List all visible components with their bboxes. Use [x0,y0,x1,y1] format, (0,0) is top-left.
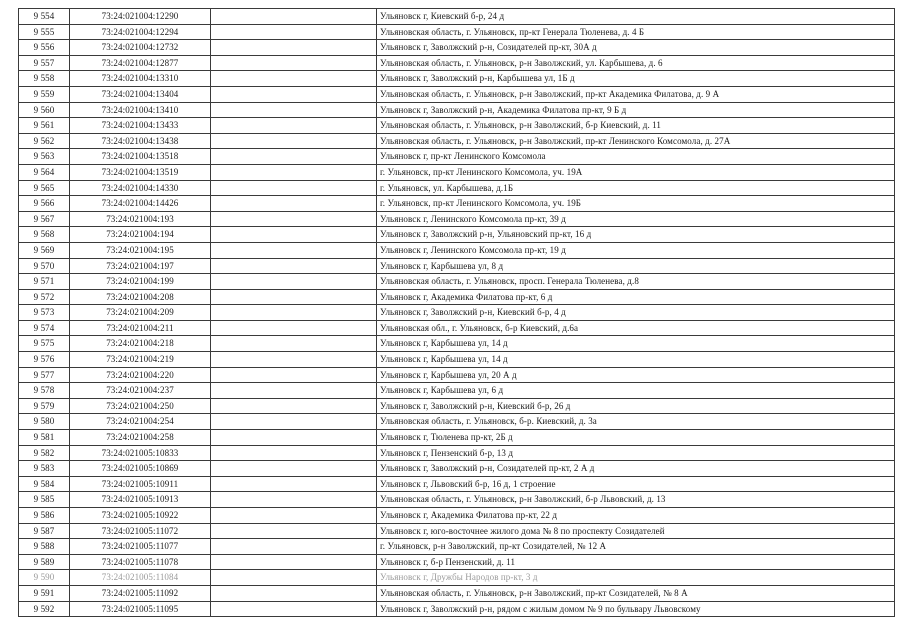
cadastral-number-cell: 73:24:021005:11078 [70,554,211,570]
address-cell: Ульяновская область, г. Ульяновск, р-н Заволжский, пр-кт Ленинского Комсомола, д. 27А [377,133,895,149]
cadastral-number-cell: 73:24:021004:218 [70,336,211,352]
row-number-cell: 9 555 [19,24,70,40]
empty-cell [211,414,377,430]
row-number-cell: 9 586 [19,508,70,524]
row-number-cell: 9 589 [19,554,70,570]
cadastral-number-cell: 73:24:021004:14426 [70,196,211,212]
address-cell: Ульяновск г, Дружбы Народов пр-кт, 3 д [377,570,895,586]
row-number-cell: 9 556 [19,40,70,56]
empty-cell [211,9,377,25]
cadastral-number-cell: 73:24:021004:219 [70,352,211,368]
table-row [19,585,895,601]
address-cell: Ульяновск г, юго-восточнее жилого дома № 8 по проспекту Созидателей [377,523,895,539]
address-cell: Ульяновская область, г. Ульяновск, р-н Заволжский, б-р Львовский, д. 13 [377,492,895,508]
table-row [19,227,895,243]
cadastral-number-cell: 73:24:021004:194 [70,227,211,243]
cadastral-number-cell: 73:24:021005:10922 [70,508,211,524]
address-cell: Ульяновск г, Карбышева ул, 14 д [377,352,895,368]
address-cell: Ульяновск г, Заволжский р-н, Ульяновский пр-кт, 16 д [377,227,895,243]
row-number-cell: 9 562 [19,133,70,149]
table-row [19,258,895,274]
empty-cell [211,508,377,524]
table-row [19,367,895,383]
empty-cell [211,476,377,492]
address-cell: Ульяновск г, Заволжский р-н, Созидателей пр-кт, 30А д [377,40,895,56]
empty-cell [211,118,377,134]
address-cell: Ульяновск г, Карбышева ул, 14 д [377,336,895,352]
address-cell: Ульяновск г, Карбышева ул, 20 А д [377,367,895,383]
empty-cell [211,180,377,196]
address-cell: Ульяновск г, Карбышева ул, 8 д [377,258,895,274]
table-row [19,523,895,539]
address-cell: Ульяновск г, Тюленева пр-кт, 2Б д [377,430,895,446]
empty-cell [211,430,377,446]
row-number-cell: 9 567 [19,211,70,227]
row-number-cell: 9 560 [19,102,70,118]
cadastral-number-cell: 73:24:021004:12290 [70,9,211,25]
table-row [19,430,895,446]
register-table [18,8,895,617]
cadastral-number-cell: 73:24:021005:11084 [70,570,211,586]
address-cell: Ульяновская область, г. Ульяновск, р-н Заволжский, ул. Карбышева, д. 6 [377,55,895,71]
address-cell: Ульяновск г, Заволжский р-н, Киевский б-р, 4 д [377,305,895,321]
empty-cell [211,71,377,87]
row-number-cell: 9 554 [19,9,70,25]
empty-cell [211,367,377,383]
empty-cell [211,585,377,601]
cadastral-number-cell: 73:24:021004:13404 [70,86,211,102]
empty-cell [211,383,377,399]
row-number-cell: 9 590 [19,570,70,586]
row-number-cell: 9 571 [19,274,70,290]
table-row [19,601,895,617]
table-row [19,196,895,212]
table-row [19,289,895,305]
cadastral-number-cell: 73:24:021004:211 [70,320,211,336]
address-cell: г. Ульяновск, р-н Заволжский, пр-кт Созидателей, № 12 А [377,539,895,555]
cadastral-number-cell: 73:24:021004:250 [70,398,211,414]
table-row [19,414,895,430]
row-number-cell: 9 565 [19,180,70,196]
address-cell: Ульяновск г, Заволжский р-н, Академика Филатова пр-кт, 9 Б д [377,102,895,118]
empty-cell [211,398,377,414]
address-cell: Ульяновск г, Ленинского Комсомола пр-кт, 39 д [377,211,895,227]
table-row [19,554,895,570]
address-cell: г. Ульяновск, ул. Карбышева, д.1Б [377,180,895,196]
cadastral-number-cell: 73:24:021004:197 [70,258,211,274]
address-cell: Ульяновск г, Заволжский р-н, Карбышева ул, 1Б д [377,71,895,87]
table-row [19,508,895,524]
table-row [19,461,895,477]
empty-cell [211,227,377,243]
table-row [19,274,895,290]
address-cell: Ульяновск г, Киевский б-р, 24 д [377,9,895,25]
row-number-cell: 9 591 [19,585,70,601]
address-cell: Ульяновск г, Карбышева ул, 6 д [377,383,895,399]
cadastral-number-cell: 73:24:021004:13310 [70,71,211,87]
row-number-cell: 9 568 [19,227,70,243]
row-number-cell: 9 572 [19,289,70,305]
empty-cell [211,289,377,305]
table-row [19,118,895,134]
empty-cell [211,320,377,336]
cadastral-number-cell: 73:24:021004:254 [70,414,211,430]
table-row [19,40,895,56]
empty-cell [211,102,377,118]
cadastral-number-cell: 73:24:021004:209 [70,305,211,321]
table-row [19,149,895,165]
cadastral-number-cell: 73:24:021004:208 [70,289,211,305]
cadastral-number-cell: 73:24:021004:12294 [70,24,211,40]
empty-cell [211,461,377,477]
address-cell: Ульяновская область, г. Ульяновск, р-н Заволжский, пр-кт Созидателей, № 8 А [377,585,895,601]
row-number-cell: 9 592 [19,601,70,617]
cadastral-number-cell: 73:24:021005:11092 [70,585,211,601]
table-row [19,476,895,492]
address-cell: Ульяновск г, б-р Пензенский, д. 11 [377,554,895,570]
address-cell: Ульяновская область, г. Ульяновск, пр-кт Генерала Тюленева, д. 4 Б [377,24,895,40]
empty-cell [211,352,377,368]
empty-cell [211,274,377,290]
cadastral-number-cell: 73:24:021005:11077 [70,539,211,555]
cadastral-number-cell: 73:24:021004:199 [70,274,211,290]
row-number-cell: 9 574 [19,320,70,336]
empty-cell [211,445,377,461]
row-number-cell: 9 557 [19,55,70,71]
empty-cell [211,164,377,180]
table-row [19,383,895,399]
table-row [19,164,895,180]
cadastral-number-cell: 73:24:021004:220 [70,367,211,383]
cadastral-number-cell: 73:24:021005:10833 [70,445,211,461]
table-row [19,180,895,196]
table-row [19,133,895,149]
empty-cell [211,196,377,212]
cadastral-number-cell: 73:24:021004:12732 [70,40,211,56]
empty-cell [211,55,377,71]
table-row [19,86,895,102]
empty-cell [211,149,377,165]
table-row [19,352,895,368]
table-row [19,102,895,118]
register-table-body [19,9,895,617]
row-number-cell: 9 588 [19,539,70,555]
cadastral-number-cell: 73:24:021005:10911 [70,476,211,492]
cadastral-number-cell: 73:24:021004:13410 [70,102,211,118]
table-row [19,570,895,586]
cadastral-number-cell: 73:24:021004:14330 [70,180,211,196]
row-number-cell: 9 558 [19,71,70,87]
address-cell: Ульяновская обл., г. Ульяновск, б-р Киевский, д.6а [377,320,895,336]
cadastral-number-cell: 73:24:021004:13438 [70,133,211,149]
empty-cell [211,305,377,321]
row-number-cell: 9 577 [19,367,70,383]
cadastral-number-cell: 73:24:021004:13519 [70,164,211,180]
row-number-cell: 9 578 [19,383,70,399]
address-cell: Ульяновск г, Заволжский р-н, Созидателей пр-кт, 2 А д [377,461,895,477]
table-row [19,398,895,414]
empty-cell [211,86,377,102]
row-number-cell: 9 581 [19,430,70,446]
cadastral-number-cell: 73:24:021004:12877 [70,55,211,71]
row-number-cell: 9 584 [19,476,70,492]
address-cell: Ульяновск г, Заволжский р-н, рядом с жилым домом № 9 по бульвару Львовскому [377,601,895,617]
row-number-cell: 9 570 [19,258,70,274]
address-cell: Ульяновск г, Заволжский р-н, Киевский б-р, 26 д [377,398,895,414]
cadastral-number-cell: 73:24:021005:11072 [70,523,211,539]
empty-cell [211,336,377,352]
cadastral-number-cell: 73:24:021004:258 [70,430,211,446]
empty-cell [211,242,377,258]
row-number-cell: 9 579 [19,398,70,414]
address-cell: Ульяновск г, Академика Филатова пр-кт, 6 д [377,289,895,305]
address-cell: Ульяновск г, Пензенский б-р, 13 д [377,445,895,461]
row-number-cell: 9 566 [19,196,70,212]
table-row [19,71,895,87]
row-number-cell: 9 575 [19,336,70,352]
empty-cell [211,24,377,40]
row-number-cell: 9 564 [19,164,70,180]
table-row [19,242,895,258]
address-cell: Ульяновск г, Академика Филатова пр-кт, 22 д [377,508,895,524]
address-cell: Ульяновск г, пр-кт Ленинского Комсомола [377,149,895,165]
empty-cell [211,601,377,617]
empty-cell [211,539,377,555]
cadastral-number-cell: 73:24:021005:11095 [70,601,211,617]
table-row [19,305,895,321]
cadastral-number-cell: 73:24:021004:13433 [70,118,211,134]
row-number-cell: 9 587 [19,523,70,539]
cadastral-number-cell: 73:24:021004:237 [70,383,211,399]
table-row [19,492,895,508]
cadastral-number-cell: 73:24:021004:13518 [70,149,211,165]
empty-cell [211,40,377,56]
row-number-cell: 9 563 [19,149,70,165]
table-row [19,336,895,352]
empty-cell [211,258,377,274]
row-number-cell: 9 583 [19,461,70,477]
empty-cell [211,211,377,227]
row-number-cell: 9 576 [19,352,70,368]
empty-cell [211,492,377,508]
empty-cell [211,523,377,539]
row-number-cell: 9 585 [19,492,70,508]
address-cell: г. Ульяновск, пр-кт Ленинского Комсомола, уч. 19Б [377,196,895,212]
row-number-cell: 9 582 [19,445,70,461]
table-row [19,9,895,25]
row-number-cell: 9 569 [19,242,70,258]
address-cell: Ульяновская область, г. Ульяновск, р-н Заволжский, б-р Киевский, д. 11 [377,118,895,134]
address-cell: Ульяновская область, г. Ульяновск, р-н Заволжский, пр-кт Академика Филатова, д. 9 А [377,86,895,102]
table-row [19,539,895,555]
empty-cell [211,133,377,149]
table-row [19,24,895,40]
address-cell: Ульяновск г, Львовский б-р, 16 д, 1 строение [377,476,895,492]
table-row [19,320,895,336]
cadastral-number-cell: 73:24:021005:10869 [70,461,211,477]
address-cell: Ульяновская область, г. Ульяновск, б-р. Киевский, д. 3а [377,414,895,430]
row-number-cell: 9 559 [19,86,70,102]
table-row [19,55,895,71]
empty-cell [211,570,377,586]
row-number-cell: 9 573 [19,305,70,321]
table-row [19,445,895,461]
address-cell: г. Ульяновск, пр-кт Ленинского Комсомола, уч. 19А [377,164,895,180]
row-number-cell: 9 561 [19,118,70,134]
empty-cell [211,554,377,570]
address-cell: Ульяновск г, Ленинского Комсомола пр-кт, 19 д [377,242,895,258]
cadastral-number-cell: 73:24:021004:193 [70,211,211,227]
table-row [19,211,895,227]
row-number-cell: 9 580 [19,414,70,430]
cadastral-number-cell: 73:24:021005:10913 [70,492,211,508]
cadastral-number-cell: 73:24:021004:195 [70,242,211,258]
address-cell: Ульяновская область, г. Ульяновск, просп. Генерала Тюленева, д.8 [377,274,895,290]
